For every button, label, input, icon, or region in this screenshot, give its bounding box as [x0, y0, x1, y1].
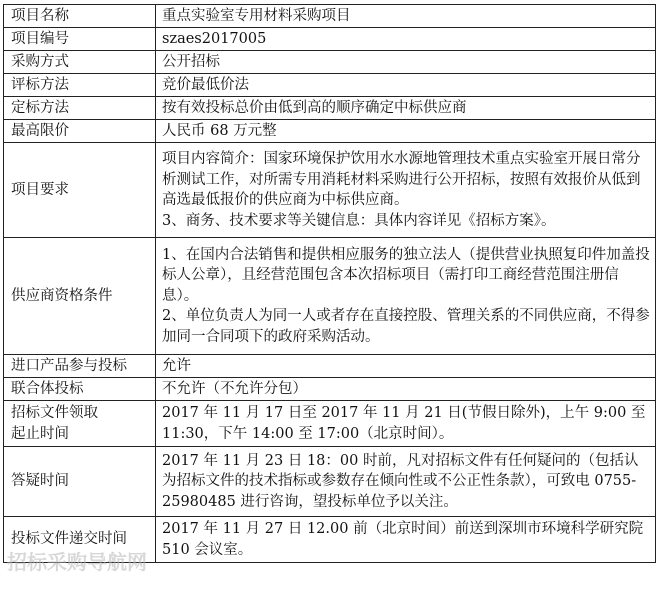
requirements-intro: 项目内容简介：国家环境保护饮用水水源地管理技术重点实验室开展日常分析测试工作，对所需专用消耗材料采购进行公开招标，按照有效报价从低到高选最低报价的供应商为中标供应商。: [162, 151, 641, 208]
table-row-imported-products: [4, 355, 656, 378]
row-label-line: 招标文件领取: [11, 405, 98, 421]
row-label: [4, 401, 156, 447]
row-value: 2017 年 11 月 27 日 12.00 前（北京时间）前送到深圳市环境科学研究院 510 会议室。: [156, 517, 656, 563]
table-row-consortium: [4, 378, 656, 401]
qualification-item-1: 1、在国内合法销售和提供相应服务的独立法人（提供营业执照复印件加盖投标人公章），且经营范围包含本次招标项目（需打印工商经营范围注册信息）。: [162, 246, 650, 304]
table-row-qualifications: [4, 238, 656, 355]
table-row-qa: [4, 447, 656, 517]
table-row-price-limit: [4, 120, 656, 143]
row-label: 答疑时间: [4, 447, 156, 517]
row-value: 重点实验室专用材料采购项目: [156, 5, 656, 28]
row-label: 联合体投标: [4, 378, 156, 401]
table-row-project-number: [4, 28, 656, 51]
row-value: szaes2017005: [156, 28, 656, 51]
row-value: 人民币 68 万元整: [156, 120, 656, 143]
table-row-bid-deadline: [4, 517, 656, 563]
table-row-procurement-method: [4, 51, 656, 74]
row-label: 项目要求: [4, 143, 156, 238]
table-row-evaluation-method: [4, 74, 656, 97]
row-value: 按有效投标总价由低到高的顺序确定中标供应商: [156, 97, 656, 120]
watermark-text: 招标采购导航网: [7, 550, 147, 574]
table-row-award-method: [4, 97, 656, 120]
row-label: 进口产品参与投标: [4, 355, 156, 378]
row-value: 2017 年 11 月 17 日至 2017 年 11 月 21 日(节假日除外)，上午 9:00 至 11:30，下午 14:00 至 17:00（北京时间）。: [156, 401, 656, 447]
requirements-key-info: 3、商务、技术要求等关键信息：具体内容详见《招标方案》。: [162, 212, 556, 229]
row-value: 不允许（不允许分包）: [156, 378, 656, 401]
row-value: [156, 143, 656, 238]
row-label: 定标方法: [4, 97, 156, 120]
row-value: 允许: [156, 355, 656, 378]
row-label: 供应商资格条件: [4, 238, 156, 355]
tender-info-table: [3, 4, 656, 563]
row-value: 公开招标: [156, 51, 656, 74]
row-value: 竞价最低价法: [156, 74, 656, 97]
qualification-item-2: 2、单位负责人为同一人或者存在直接控股、管理关系的不同供应商，不得参加同一合同项下的政府采购活动。: [162, 308, 650, 345]
row-value: 2017 年 11 月 23 日 18：00 时前，凡对招标文件有任何疑问的（包括认为招标文件的技术指标或参数存在倾向性或不公正性条款），可致电 0755-25980485 进行咨询，望投标单位予以关注。: [156, 447, 656, 517]
table-row-requirements: [4, 143, 656, 238]
row-label: 采购方式: [4, 51, 156, 74]
table-row-project-name: [4, 5, 656, 28]
tender-info-document: [3, 4, 656, 587]
row-label: 最高限价: [4, 120, 156, 143]
row-label: 投标文件递交时间: [4, 517, 156, 563]
table-row-doc-collection: [4, 401, 656, 447]
row-label-line: 起止时间: [11, 425, 69, 442]
row-value: [156, 238, 656, 355]
row-label: 评标方法: [4, 74, 156, 97]
row-label: 项目编号: [4, 28, 156, 51]
row-label: 项目名称: [4, 5, 156, 28]
